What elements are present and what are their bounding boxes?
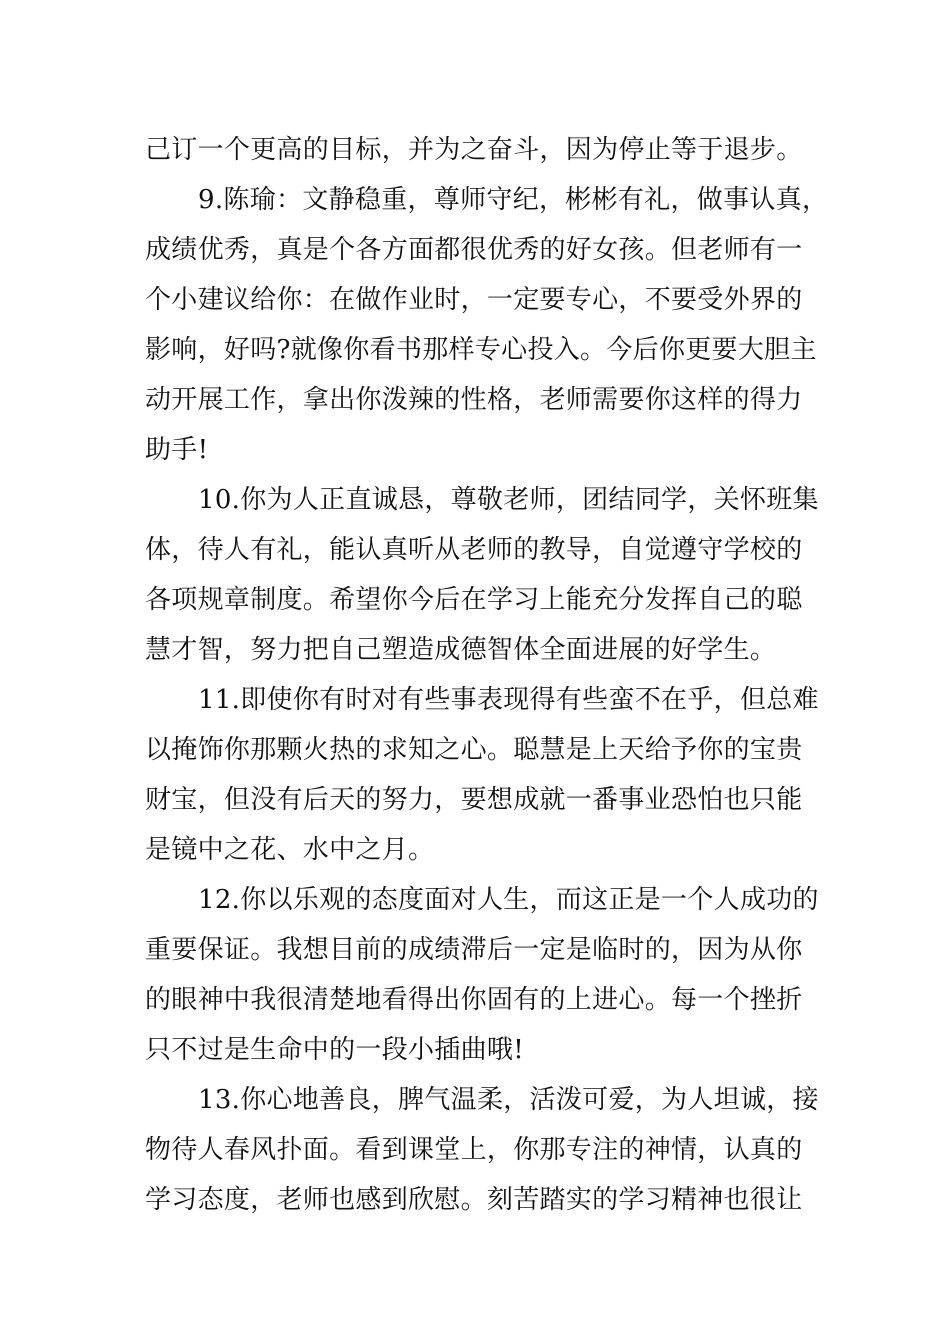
text-line: 以掩饰你那颗火热的求知之心。聪慧是上天给予你的宝贵 xyxy=(145,735,803,765)
text-line: 学习态度，老师也感到欣慰。刻苦踏实的学习精神也很让 xyxy=(145,1185,803,1215)
text-line: 只不过是生命中的一段小插曲哦! xyxy=(145,1035,524,1065)
text-line: 物待人春风扑面。看到课堂上，你那专注的神情，认真的 xyxy=(145,1135,803,1165)
text-line: 助手! xyxy=(145,435,209,465)
paragraph-start-13: 13.你心地善良，脾气温柔，活泼可爱，为人坦诚，接 xyxy=(198,1085,819,1115)
text-line: 影响，好吗?就像你看书那样专心投入。今后你更要大胆主 xyxy=(145,335,817,365)
text-line: 体，待人有礼，能认真听从老师的教导，自觉遵守学校的 xyxy=(145,535,803,565)
text-line: 慧才智，努力把自己塑造成德智体全面进展的好学生。 xyxy=(145,635,777,665)
text-line: 各项规章制度。希望你今后在学习上能充分发挥自己的聪 xyxy=(145,585,803,615)
text-line: 重要保证。我想目前的成绩滞后一定是临时的，因为从你 xyxy=(145,935,803,965)
text-line: 己订一个更高的目标，并为之奋斗，因为停止等于退步。 xyxy=(145,135,803,165)
paragraph-start-12: 12.你以乐观的态度面对人生，而这正是一个人成功的 xyxy=(198,885,819,915)
document-body xyxy=(145,125,829,1225)
text-line: 是镜中之花、水中之月。 xyxy=(145,835,435,865)
paragraph-start-10: 10.你为人正直诚恳，尊敬老师，团结同学，关怀班集 xyxy=(198,485,819,515)
text-line: 个小建议给你：在做作业时，一定要专心，不要受外界的 xyxy=(145,285,803,315)
text-line: 动开展工作，拿出你泼辣的性格，老师需要你这样的得力 xyxy=(145,385,803,415)
paragraph-start-9: 9.陈瑜：文静稳重，尊师守纪，彬彬有礼，做事认真， xyxy=(198,185,829,215)
paragraph-start-11: 11.即使你有时对有些事表现得有些蛮不在乎，但总难 xyxy=(198,685,819,715)
text-line: 的眼神中我很清楚地看得出你固有的上进心。每一个挫折 xyxy=(145,985,803,1015)
text-line: 财宝，但没有后天的努力，要想成就一番事业恐怕也只能 xyxy=(145,785,803,815)
text-line: 成绩优秀，真是个各方面都很优秀的好女孩。但老师有一 xyxy=(145,235,803,265)
